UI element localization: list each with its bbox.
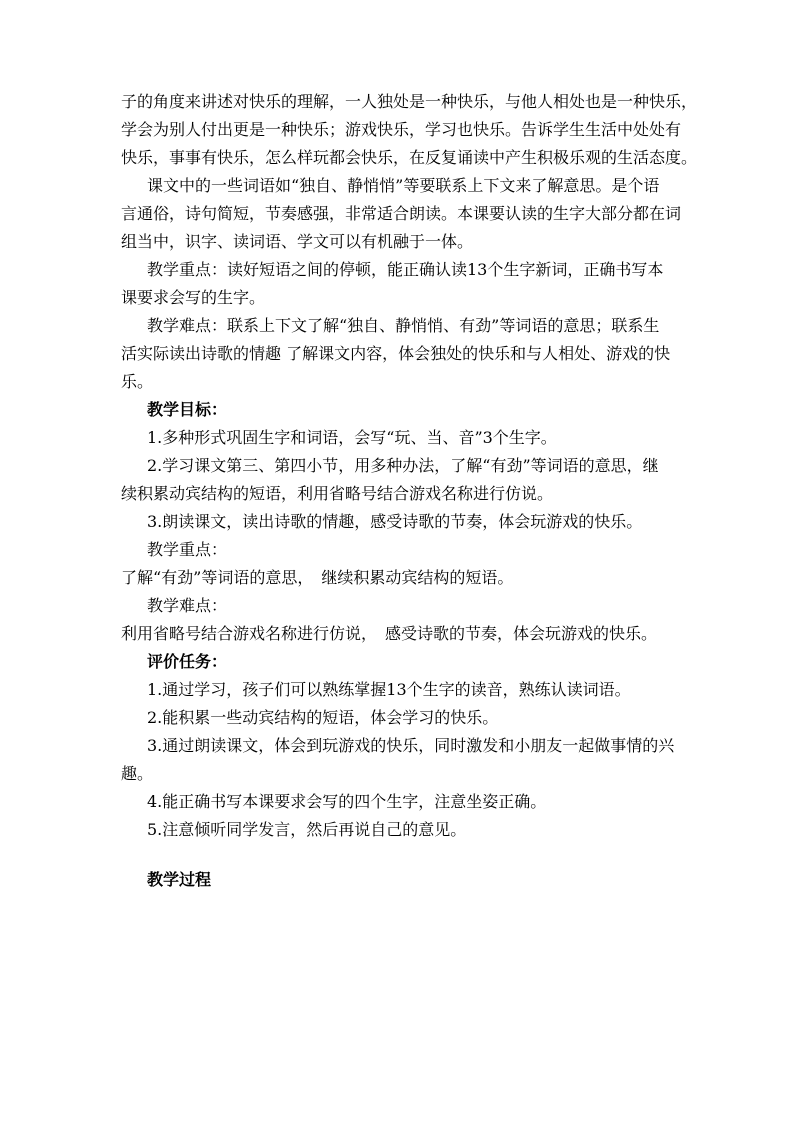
intro-line-1: 子的角度来讲述对快乐的理解，一人独处是一种快乐，与他人相处也是一种快乐， [121, 92, 698, 111]
task-item-5: 5.注意倾听同学发言，然后再说自己的意见。 [147, 820, 467, 839]
task-item-1: 1.通过学习，孩子们可以熟练掌握13个生字的读音，熟练认读词语。 [147, 680, 631, 699]
key-points-line-1: 教学重点：读好短语之间的停顿，能正确认读13个生字新词，正确书写本 [147, 260, 664, 279]
para2-line-2: 言通俗，诗句简短，节奏感强，非常适合朗读。本课要认读的生字大部分都在词 [121, 204, 682, 223]
task-item-3-line-1: 3.通过朗读课文，体会到玩游戏的快乐，同时激发和小朋友一起做事情的兴 [147, 736, 675, 755]
task-item-4: 4.能正确书写本课要求会写的四个生字，注意坐姿正确。 [147, 792, 547, 811]
intro-line-3: 快乐，事事有快乐，怎么样玩都会快乐，在反复诵读中产生积极乐观的生活态度。 [121, 148, 698, 167]
goal-item-2-line-2: 续积累动宾结构的短语，利用省略号结合游戏名称进行仿说。 [121, 484, 554, 503]
intro-line-2: 学会为别人付出更是一种快乐；游戏快乐，学习也快乐。告诉学生生活中处处有 [121, 120, 682, 139]
para2-line-1: 课文中的一些词语如“独自、静悄悄”等要联系上下文来了解意思。是个语 [147, 176, 660, 195]
difficulty-label: 教学难点： [147, 596, 228, 615]
difficulties-line-1: 教学难点：联系上下文了解“独自、静悄悄、有劲”等词语的意思；联系生 [147, 316, 660, 335]
goals-heading: 教学目标： [147, 400, 228, 419]
difficulties-line-3: 乐。 [121, 372, 154, 391]
task-item-2: 2.能积累一些动宾结构的短语，体会学习的快乐。 [147, 708, 499, 727]
tasks-heading: 评价任务： [147, 652, 228, 671]
para2-line-3: 组当中，识字、读词语、学文可以有机融于一体。 [121, 232, 474, 251]
focus-label: 教学重点： [147, 540, 228, 559]
focus-text: 了解“有劲”等词语的意思， 继续积累动宾结构的短语。 [121, 568, 514, 587]
difficulties-line-2: 活实际读出诗歌的情趣 了解课文内容，体会独处的快乐和与人相处、游戏的快 [121, 344, 671, 363]
goal-item-1: 1.多种形式巩固生字和词语，会写“玩、当、音”3个生字。 [147, 428, 557, 447]
goal-item-2-line-1: 2.学习课文第三、第四小节，用多种办法，了解“有劲”等词语的意思，继 [147, 456, 659, 475]
goal-item-3: 3.朗读课文，读出诗歌的情趣，感受诗歌的节奏，体会玩游戏的快乐。 [147, 512, 643, 531]
task-item-3-line-2: 趣。 [121, 764, 154, 783]
document-page [121, 88, 699, 894]
difficulty-text: 利用省略号结合游戏名称进行仿说， 感受诗歌的节奏，体会玩游戏的快乐。 [121, 624, 658, 643]
process-heading: 教学过程 [147, 870, 212, 889]
spacer [121, 844, 699, 866]
key-points-line-2: 课要求会写的生字。 [121, 288, 266, 307]
